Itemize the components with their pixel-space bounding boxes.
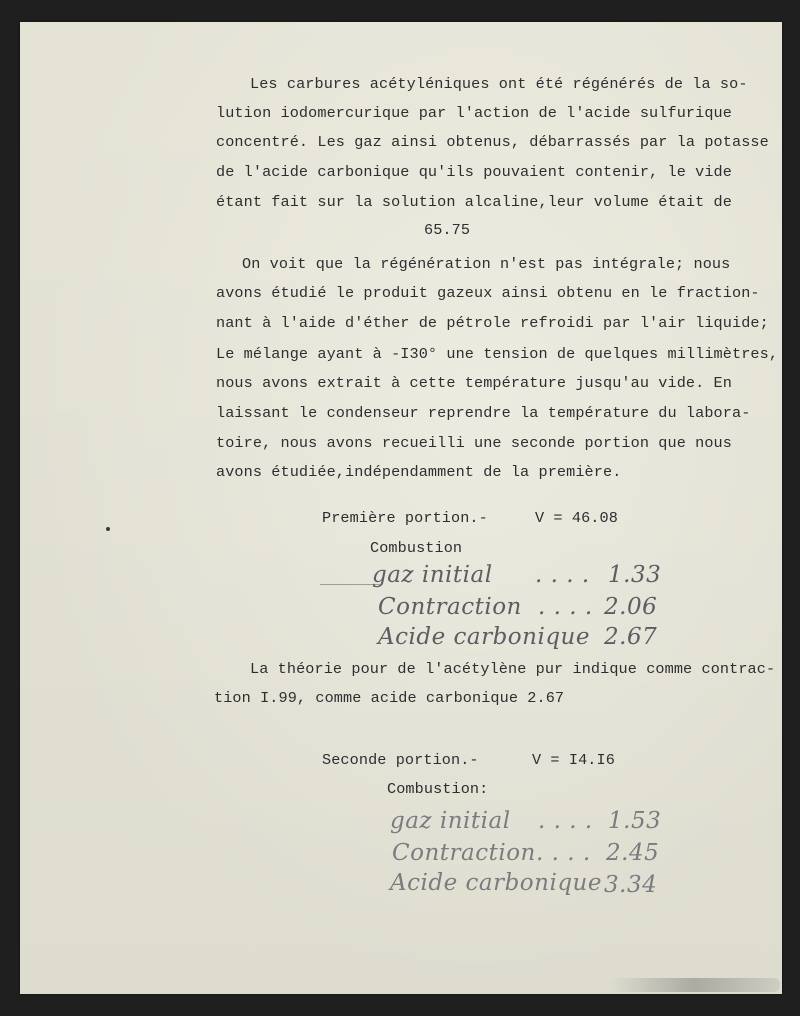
document-page bbox=[20, 22, 782, 994]
portion-1-row-1-value: 1.33 bbox=[608, 562, 662, 588]
portion-1-row-2-dots: . . . . bbox=[538, 594, 593, 620]
portion-2-row-1-dots: . . . . bbox=[538, 808, 593, 834]
paragraph-1-line-4: de l'acide carbonique qu'ils pouvaient contenir, le vide bbox=[216, 163, 732, 181]
portion-1-row-1-name: gaz initial bbox=[372, 562, 493, 588]
portion-1-label: Première portion.- bbox=[322, 509, 488, 527]
portion-1-volume: V = 46.08 bbox=[535, 509, 618, 527]
paragraph-2-line-5: nous avons extrait à cette température jusqu'au vide. En bbox=[216, 374, 732, 392]
margin-mark bbox=[106, 527, 110, 531]
paragraph-2-line-3: nant à l'aide d'éther de pétrole refroidi par l'air liquide; bbox=[216, 314, 769, 332]
portion-1-row-2-name: Contraction bbox=[378, 594, 522, 620]
portion-2-label: Seconde portion.- bbox=[322, 751, 479, 769]
theory-line-2: tion I.99, comme acide carbonique 2.67 bbox=[214, 689, 565, 707]
portion-2-combustion-label: Combustion: bbox=[387, 780, 489, 798]
portion-2-row-2-dots: . . . . bbox=[536, 840, 591, 866]
paragraph-1-line-2: lution iodomercurique par l'action de l'acide sulfurique bbox=[216, 104, 732, 122]
paragraph-1-line-5: étant fait sur la solution alcaline,leur volume était de bbox=[216, 193, 732, 211]
initial-volume-value: 65.75 bbox=[424, 221, 471, 239]
paragraph-2-line-6: laissant le condenseur reprendre la température du labora- bbox=[216, 404, 751, 422]
paragraph-2-line-2: avons étudié le produit gazeux ainsi obtenu en le fraction- bbox=[216, 284, 760, 302]
paragraph-2-line-1: On voit que la régénération n'est pas intégrale; nous bbox=[242, 255, 731, 273]
paragraph-2-line-4: Le mélange ayant à -I30° une tension de quelques millimètres, bbox=[216, 345, 779, 363]
portion-1-row-3-value: 2.67 bbox=[604, 624, 658, 650]
paragraph-2-line-8: avons étudiée,indépendamment de la première. bbox=[216, 463, 622, 481]
portion-2-row-2-value: 2.45 bbox=[606, 840, 660, 866]
portion-2-volume: V = I4.I6 bbox=[532, 751, 615, 769]
portion-2-row-1-name: gaz initial bbox=[390, 808, 511, 834]
theory-line-1: La théorie pour de l'acétylène pur indique comme contrac- bbox=[250, 660, 776, 678]
bottom-smudge bbox=[610, 978, 780, 992]
paragraph-1-line-1: Les carbures acétyléniques ont été régénérés de la so- bbox=[250, 75, 748, 93]
paragraph-1-line-3: concentré. Les gaz ainsi obtenus, débarrassés par la potasse bbox=[216, 133, 769, 151]
portion-2-row-3-name: Acide carbonique bbox=[390, 870, 602, 896]
portion-1-row-3-name: Acide carbonique bbox=[378, 624, 590, 650]
portion-1-row-2-value: 2.06 bbox=[604, 594, 658, 620]
paragraph-2-line-7: toire, nous avons recueilli une seconde portion que nous bbox=[216, 434, 732, 452]
portion-2-row-2-name: Contraction bbox=[392, 840, 536, 866]
portion-1-rule bbox=[320, 584, 380, 585]
portion-1-row-1-dots: . . . . bbox=[535, 562, 590, 588]
portion-2-row-1-value: 1.53 bbox=[608, 808, 662, 834]
portion-1-combustion-label: Combustion bbox=[370, 539, 463, 557]
portion-2-row-3-value: 3.34 bbox=[604, 872, 658, 898]
